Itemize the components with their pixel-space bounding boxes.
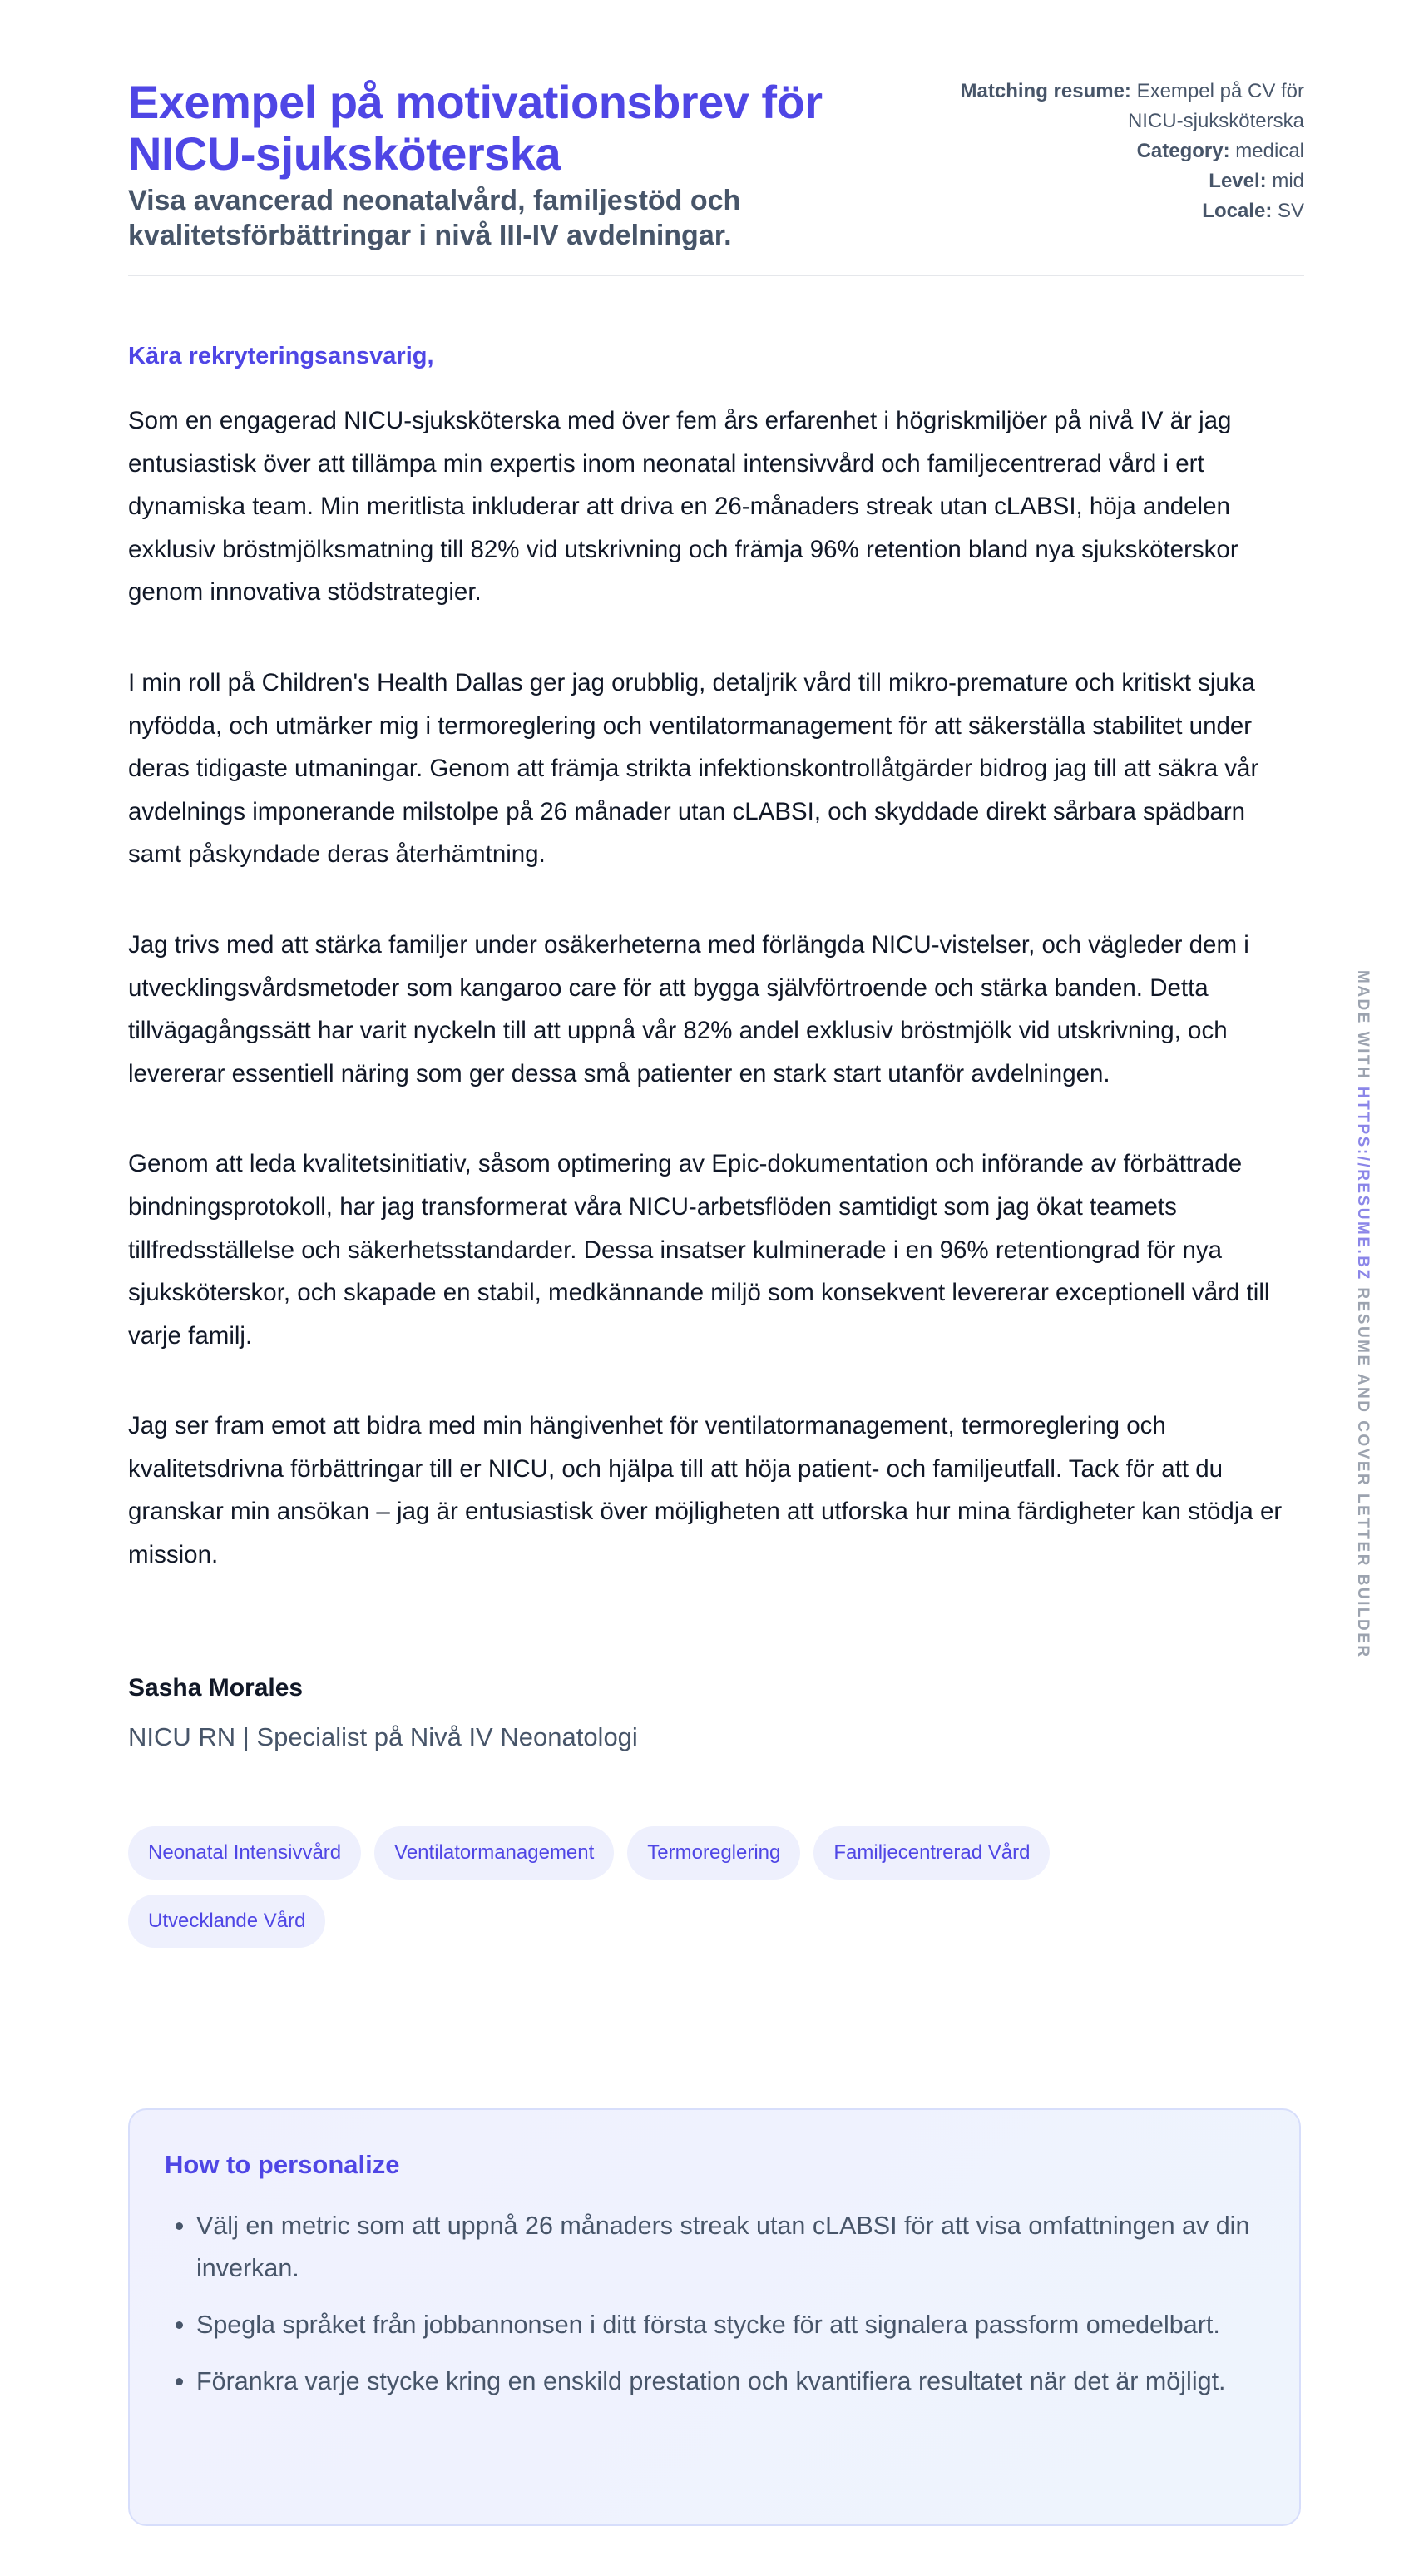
skill-tag: Ventilatormanagement — [374, 1826, 614, 1880]
letter-paragraph: Jag ser fram emot att bidra med min hängivenhet för ventilatormanagement, termoreglering och kvalitetsdrivna förbättringar till er NICU, och hjälpa till att höja patient- och familjeutfall. Tack för att du granskar min ansökan – jag är entusiastisk över möjligheten att utforska hur mina färdigheter kan stödja er mission. — [128, 1412, 1283, 1569]
meta-matching-resume: Matching resume: Exempel på CV för NICU-sjuksköterska — [960, 80, 1304, 132]
tip-item: • Välj en metric som att uppnå 26 månaders streak utan cLABSI för att visa omfattningen av din inverkan. — [196, 2205, 1264, 2290]
letter-greeting: Kära rekryteringsansvarig, — [128, 343, 434, 369]
meta-category: Category: medical — [1136, 140, 1304, 162]
signature-name: Sasha Morales — [128, 1673, 304, 1702]
skill-tag: Familjecentrerad Vård — [813, 1826, 1050, 1880]
skill-tag: Neonatal Intensivvård — [128, 1826, 361, 1880]
skill-tag: Utvecklande Vård — [128, 1895, 325, 1948]
skill-tag: Termoreglering — [627, 1826, 800, 1880]
credit-suffix: RESUME AND COVER LETTER BUILDER — [1354, 1287, 1372, 1659]
personalize-tips-box — [128, 2108, 1301, 2526]
cover-letter-page — [128, 77, 1304, 1948]
credit-prefix: MADE WITH — [1354, 970, 1372, 1081]
meta-level: Level: mid — [1209, 170, 1304, 192]
letter-paragraph: Som en engagerad NICU-sjuksköterska med över fem års erfarenhet i högriskmiljöer på nivå IV är jag entusiastisk över att tillämpa min expertis inom neonatal intensivvård och familjecentrerad vård i ert dynamiska team. Min meritlista inkluderar att driva en 26-månaders streak utan cLABSI, höja andelen exklusiv bröstmjölksmatning till 82% vid utskrivning och främja 96% retention bland nya sjuksköterskor genom innovativa stödstrategier. — [128, 407, 1238, 607]
letter-paragraph: Genom att leda kvalitetsinitiativ, såsom optimering av Epic-dokumentation och införande av förbättrade bindningsprotokoll, har jag transformerat våra NICU-arbetsflöden samtidigt som jag ökat teamets tillfredsställelse och säkerhetsstandarder. Dessa insatser kulminerade i en 96% retentiongrad för nya sjuksköterskor, och skapade en stabil, medkännande miljö som konsekvent levererar exceptionell vård till varje familj. — [128, 1150, 1270, 1350]
skill-tags — [128, 1826, 1209, 1948]
header-divider — [128, 275, 1304, 276]
tip-item: • Spegla språket från jobbannonsen i ditt första stycke för att signalera passform omedelbart. — [196, 2304, 1264, 2346]
page-title: Exempel på motivationsbrev för NICU-sjuksköterska — [128, 76, 823, 180]
meta-locale: Locale: SV — [1202, 200, 1304, 222]
letter-paragraph: Jag trivs med att stärka familjer under osäkerheterna med förlängda NICU-vistelser, och vägleder dem i utvecklingsvårdsmetoder som kangaroo care för att bygga självförtroende och stärka banden. Detta tillvägagångssätt har varit nyckeln till att uppnå vår 82% andel exklusiv bröstmjölk vid utskrivning, och levererar essentiell näring som ger dessa små patienter en stark start utanför avdelningen. — [128, 930, 1249, 1087]
letter-paragraph: I min roll på Children's Health Dallas ger jag orubblig, detaljrik vård till mikro-premature och kritiskt sjuka nyfödda, och utmärker mig i termoreglering och ventilatormanagement för att säkerställa stabilitet under deras tidigaste utmaningar. Genom att främja strikta infektionskontrollåtgärder bidrog jag till att säkra vår avdelnings imponerande milstolpe på 26 månader utan cLABSI, och skyddade direkt sårbara spädbarn samt påskyndade deras återhämtning. — [128, 668, 1259, 869]
letter-header — [128, 77, 1304, 275]
page-subtitle: Visa avancerad neonatalvård, familjestöd och kvalitetsförbättringar i nivå III-IV avdelningar. — [128, 185, 741, 251]
meta-info — [938, 77, 1304, 226]
tip-item: • Förankra varje stycke kring en enskild prestation och kvantifiera resultatet när det är möjligt. — [196, 2361, 1264, 2403]
made-with-credit — [1352, 970, 1372, 1659]
tips-list — [165, 2205, 1264, 2403]
credit-link[interactable]: HTTPS://RESUME.BZ — [1354, 1087, 1372, 1281]
signature-role: NICU RN | Specialist på Nivå IV Neonatologi — [128, 1721, 638, 1751]
tips-title: How to personalize — [165, 2150, 400, 2179]
